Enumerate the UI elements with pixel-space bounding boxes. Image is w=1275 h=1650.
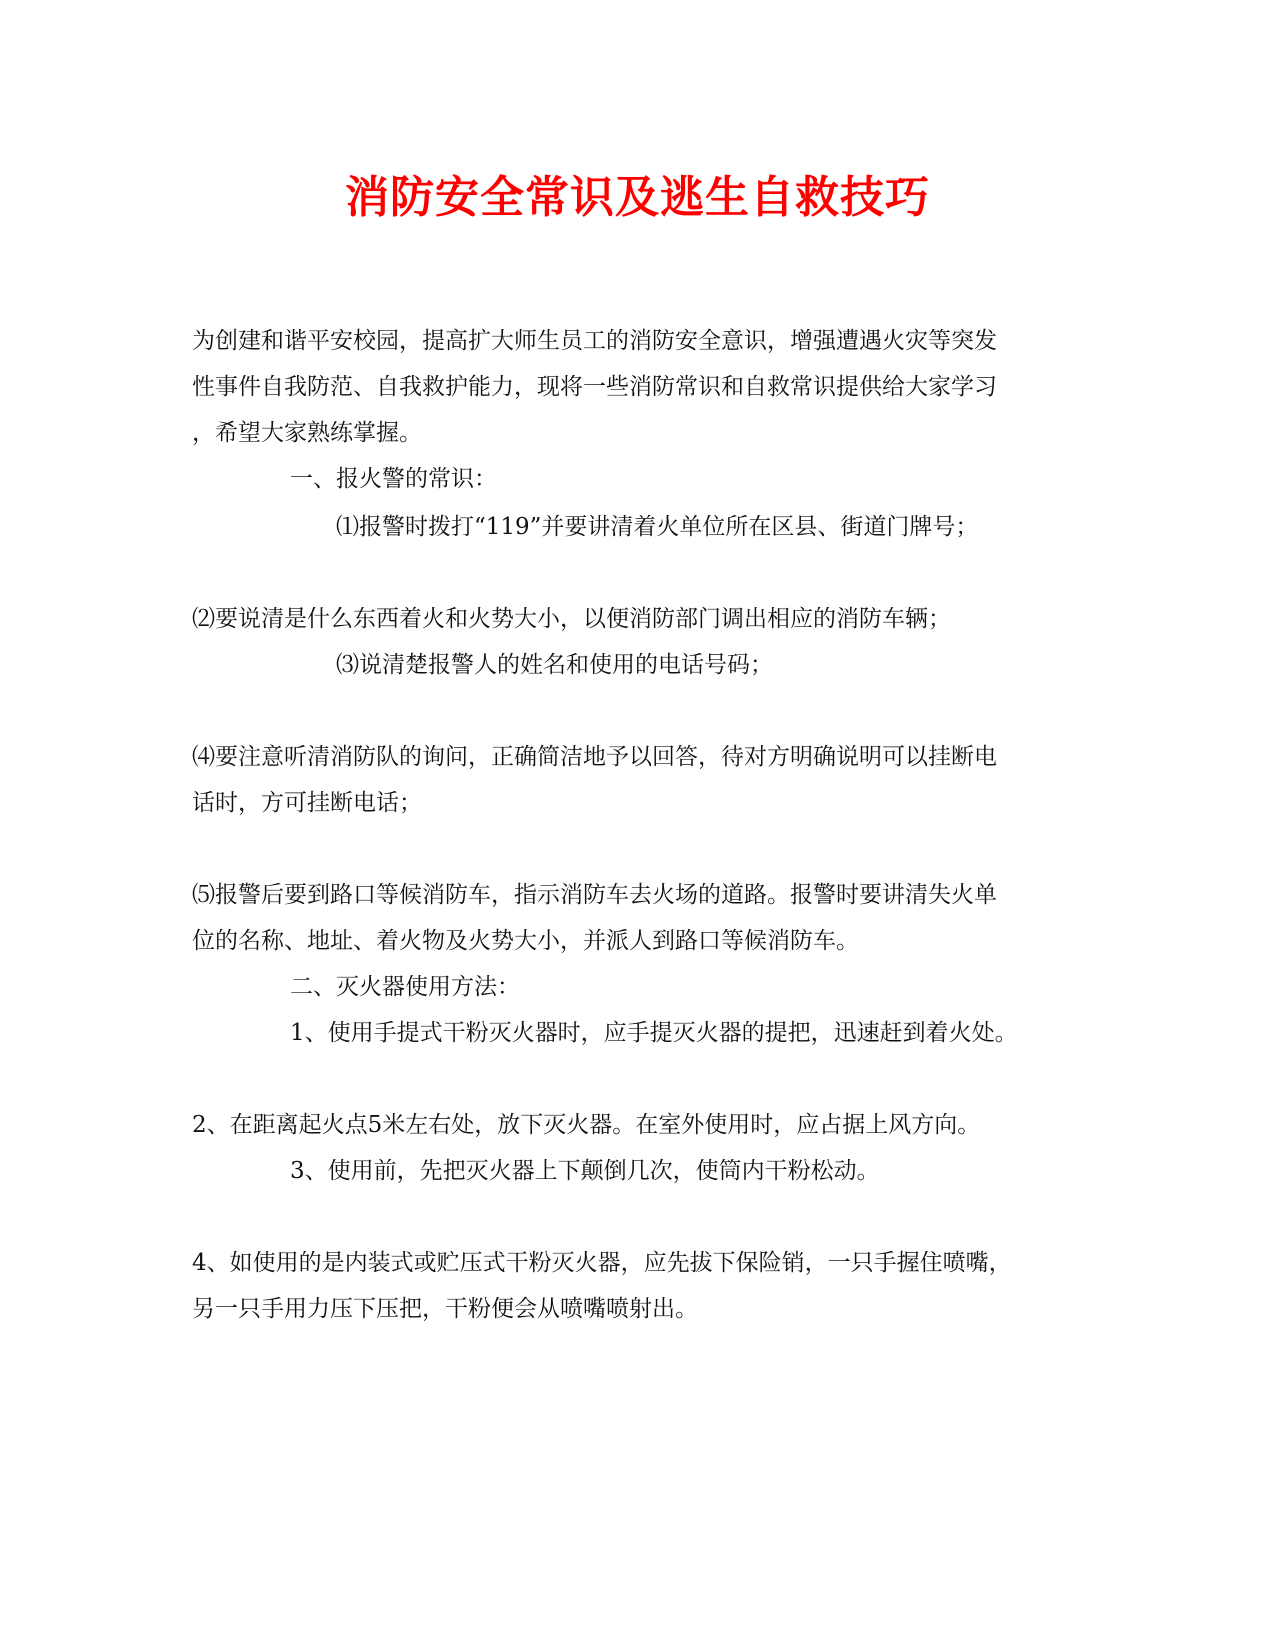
paragraph-line: 为创建和谐平安校园，提高扩大师生员工的消防安全意识，增强遭遇火灾等突发	[192, 328, 997, 354]
list-item: ⑵要说清是什么东西着火和火势大小，以便消防部门调出相应的消防车辆；	[192, 606, 951, 632]
document-title: 消防安全常识及逃生自救技巧	[345, 172, 930, 223]
list-item: ⑷要注意听清消防队的询问，正确简洁地予以回答，待对方明确说明可以挂断电	[192, 744, 997, 770]
list-item: 2、在距离起火点5米左右处，放下灭火器。在室外使用时，应占据上风方向。	[192, 1112, 981, 1138]
list-item-continuation: 另一只手用力压下压把，干粉便会从喷嘴喷射出。	[192, 1296, 698, 1322]
list-item: ⑴报警时拨打“119”并要讲清着火单位所在区县、街道门牌号；	[336, 514, 979, 540]
list-item-continuation: 位的名称、地址、着火物及火势大小，并派人到路口等候消防车。	[192, 928, 859, 954]
list-item-continuation: 话时，方可挂断电话；	[192, 790, 422, 816]
paragraph-line: ，希望大家熟练掌握。	[192, 420, 422, 446]
paragraph-line: 性事件自我防范、自我救护能力，现将一些消防常识和自救常识提供给大家学习	[192, 374, 997, 400]
list-item: ⑸报警后要到路口等候消防车，指示消防车去火场的道路。报警时要讲清失火单	[192, 882, 997, 908]
section-heading-extinguisher: 二、灭火器使用方法：	[290, 974, 520, 1000]
list-item: ⑶说清楚报警人的姓名和使用的电话号码；	[336, 652, 773, 678]
section-heading-fire-alarm: 一、报火警的常识：	[290, 466, 497, 492]
list-item: 1、使用手提式干粉灭火器时，应手提灭火器的提把，迅速赶到着火处。	[290, 1020, 1018, 1046]
list-item: 3、使用前，先把灭火器上下颠倒几次，使筒内干粉松动。	[290, 1158, 880, 1184]
list-item: 4、如使用的是内装式或贮压式干粉灭火器，应先拔下保险销，一只手握住喷嘴，	[192, 1250, 1012, 1276]
